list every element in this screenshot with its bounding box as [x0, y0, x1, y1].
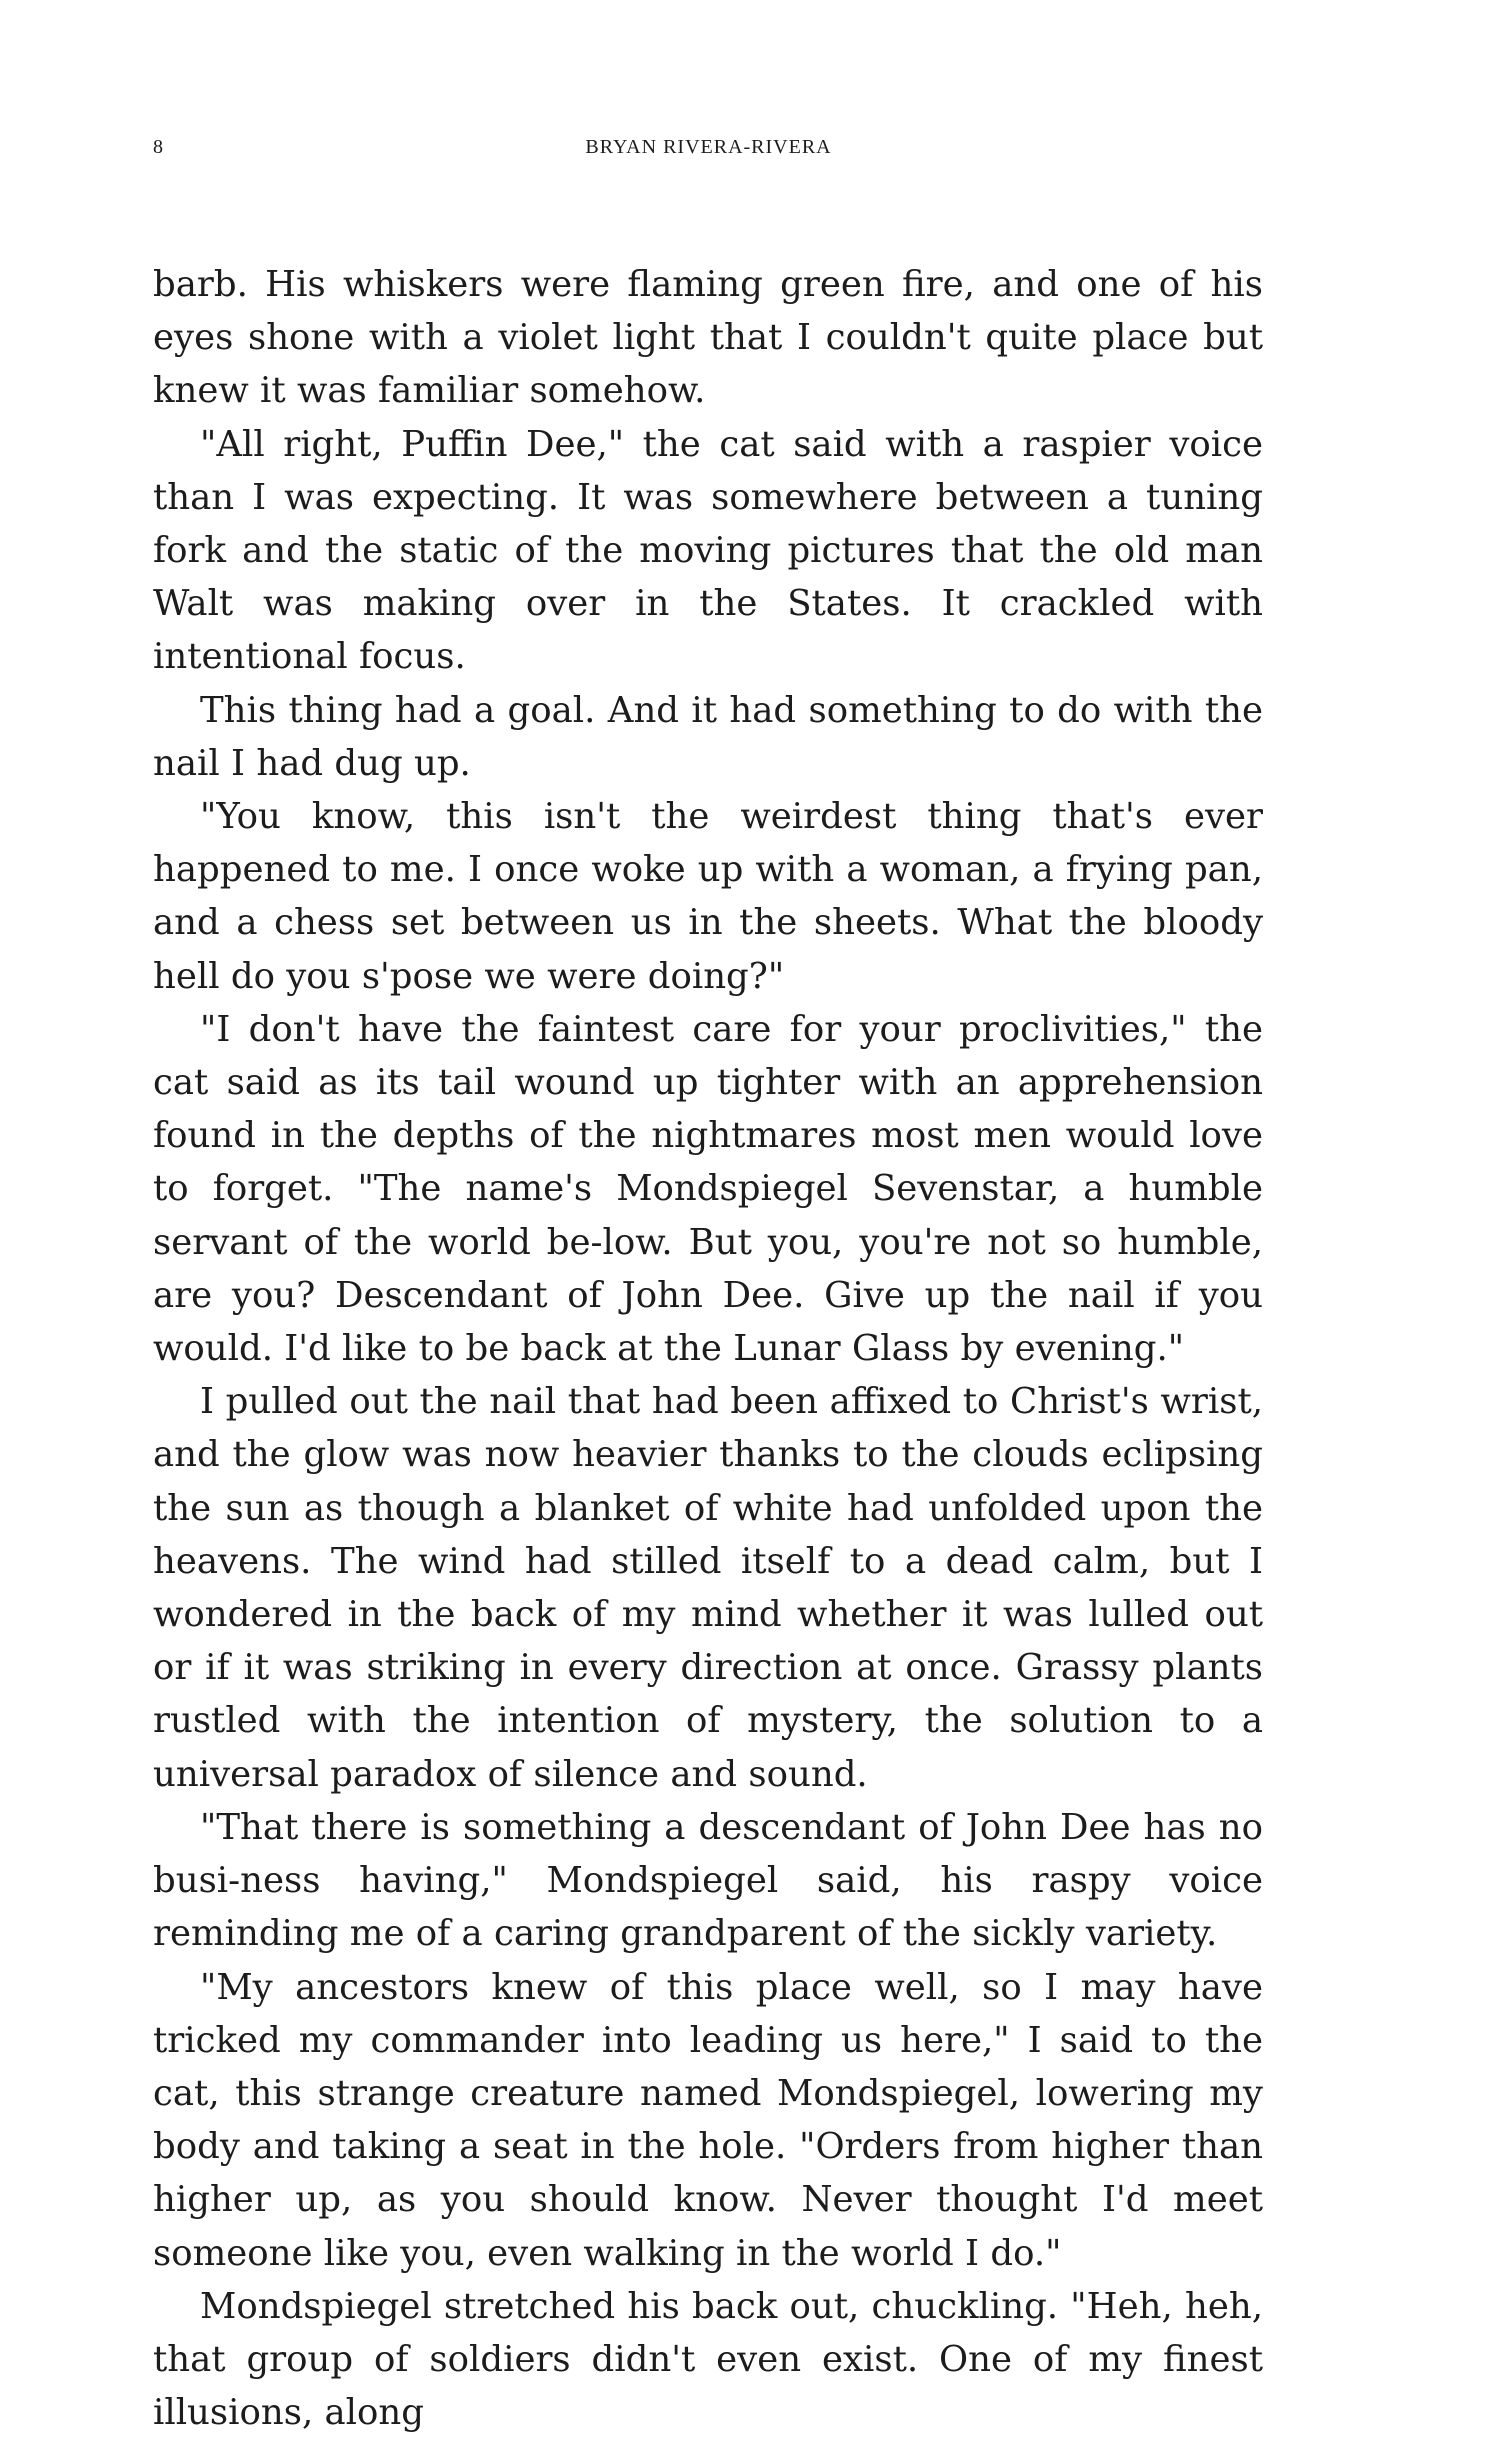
paragraph: barb. His whiskers were flaming green fire, and one of his eyes shone with a violet light that I couldn't quite place but knew it was familiar somehow. — [153, 264, 1263, 412]
running-head — [153, 136, 1264, 166]
paragraph: "My ancestors knew of this place well, so I may have tricked my commander into leading us here," I said to the cat, this strange creature named Mondspiegel, lowering my body and taking a seat in the hole. "Orders from higher than higher up, as you should know. Never thought I'd meet someone like you, even walking in the world I do." — [153, 1966, 1263, 2274]
paragraph: I pulled out the nail that had been affixed to Christ's wrist, and the glow was now heavier thanks to the clouds eclipsing the sun as though a blanket of white had unfolded upon the heavens. The wind had stilled itself to a dead calm, but I wondered in the back of my mind whether it was lulled out or if it was striking in every direction at once. Grassy plants rustled with the intention of mystery, the solution to a universal paradox of silence and sound. — [153, 1381, 1263, 1795]
paragraph: This thing had a goal. And it had something to do with the nail I had dug up. — [153, 689, 1263, 784]
page-number: 8 — [153, 136, 163, 158]
paragraph: "All right, Puffin Dee," the cat said with a raspier voice than I was expecting. It was somewhere between a tuning fork and the static of the moving pictures that the old man Walt was making over in the States. It crackled with intentional focus. — [153, 423, 1263, 678]
paragraph: Mondspiegel stretched his back out, chuckling. "Heh, heh, that group of soldiers didn't even exist. One of my finest illusions, along — [153, 2285, 1263, 2434]
author-name: BRYAN RIVERA-RIVERA — [585, 136, 832, 158]
paragraph: "That there is something a descendant of John Dee has no busi-ness having," Mondspiegel said, his raspy voice reminding me of a caring grandparent of the sickly variety. — [153, 1806, 1263, 1955]
body-text — [153, 258, 1263, 2439]
paragraph: "I don't have the faintest care for your proclivities," the cat said as its tail wound up tighter with an apprehension found in the depths of the nightmares most men would love to forget. "The name's Mondspiegel Sevenstar, a humble servant of the world be-low. But you, you're not so humble, are you? Descendant of John Dee. Give up the nail if you would. I'd like to be back at the Lunar Glass by evening." — [153, 1008, 1263, 1370]
paragraph: "You know, this isn't the weirdest thing that's ever happened to me. I once woke up with a woman, a frying pan, and a chess set between us in the sheets. What the bloody hell do you s'pose we were doing?" — [153, 796, 1263, 997]
